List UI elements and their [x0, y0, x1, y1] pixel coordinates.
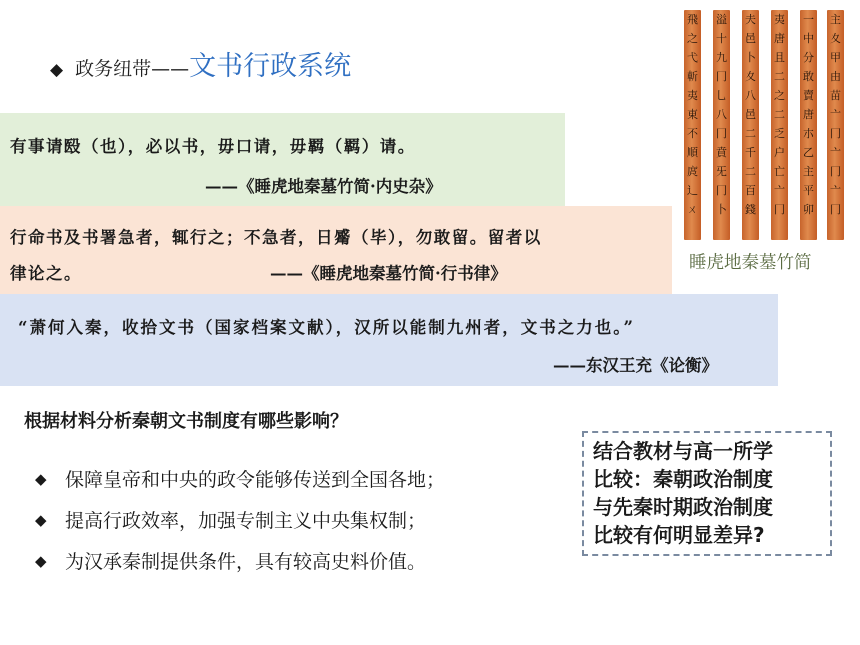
slip-character: 旡 — [716, 165, 727, 178]
quote-text: 有事请殹（也），必以书，毋口请，毋羁（羁）请。 — [10, 137, 416, 156]
diamond-icon: ◆ — [50, 60, 64, 80]
slip-character: 千 — [745, 146, 756, 159]
discussion-callout — [582, 431, 832, 556]
callout-line: 与先秦时期政治制度 — [593, 495, 773, 519]
bamboo-slip — [742, 10, 759, 240]
slip-character: 亠 — [830, 108, 841, 121]
slip-character: 飛 — [687, 13, 698, 26]
bamboo-slip — [827, 10, 844, 240]
slip-character: 甲 — [830, 51, 841, 64]
slip-character: 賁 — [716, 146, 727, 159]
bamboo-slip — [800, 10, 817, 240]
slip-character: 亡 — [774, 165, 785, 178]
slip-character: 冂 — [716, 184, 727, 197]
quote-text: “萧何入秦，收拾文书（国家档案文献），汉所以能制九州者，文书之力也。” — [18, 318, 635, 337]
slip-character: 夷 — [687, 89, 698, 102]
slip-character: 九 — [716, 51, 727, 64]
quote-box-lunheng — [0, 294, 778, 386]
slip-character: 斬 — [687, 70, 698, 83]
quote-source: ——《睡虎地秦墓竹简·内史杂》 — [205, 177, 442, 196]
slip-character: 分 — [803, 51, 814, 64]
slip-character: 亠 — [830, 184, 841, 197]
slip-character: 冂 — [716, 70, 727, 83]
slip-character: 冂 — [830, 165, 841, 178]
slip-character: 不 — [687, 127, 698, 140]
slip-character: 亠 — [774, 184, 785, 197]
quote-text-line2: 律论之。 — [10, 264, 82, 283]
callout-line: 结合教材与高一所学 — [593, 439, 773, 463]
slip-character: 冂 — [830, 127, 841, 140]
slip-character: 辶 — [687, 184, 698, 197]
slip-character: 户 — [774, 146, 785, 159]
slip-character: 冂 — [774, 203, 785, 216]
answer-text: 保障皇帝和中央的政令能够传送到全国各地； — [65, 469, 446, 491]
slip-character: 主 — [803, 165, 814, 178]
slip-character: 一 — [803, 13, 814, 26]
answer-text: 提高行政效率，加强专制主义中央集权制； — [65, 510, 427, 532]
slip-character: 夫 — [745, 13, 756, 26]
slide-title — [50, 44, 351, 83]
slip-character: 由 — [830, 70, 841, 83]
slip-character: 卜 — [745, 51, 756, 64]
diamond-icon: ◆ — [35, 551, 47, 570]
quote-source: ——《睡虎地秦墓竹简·行书律》 — [270, 264, 507, 283]
title-prefix: 政务纽带—— — [75, 58, 190, 80]
list-item — [35, 499, 445, 540]
slip-character: 夊 — [830, 32, 841, 45]
bamboo-slip — [771, 10, 788, 240]
bamboo-slips-image — [684, 10, 844, 240]
slip-character: 朩 — [803, 127, 814, 140]
slip-character: 亠 — [830, 146, 841, 159]
answer-text: 为汉承秦制提供条件，具有较高史料价值。 — [65, 551, 427, 573]
slip-character: 東 — [687, 108, 698, 121]
slip-character: 八 — [716, 108, 727, 121]
slip-character: 乙 — [803, 146, 814, 159]
slip-character: 百 — [745, 184, 756, 197]
slip-character: 卯 — [803, 203, 814, 216]
slip-character: 夷 — [774, 13, 785, 26]
slip-character: 唐 — [803, 108, 814, 121]
slip-character: 之 — [687, 32, 698, 45]
slip-character: 乏 — [774, 127, 785, 140]
slip-character: 二 — [745, 165, 756, 178]
slip-character: 敢 — [803, 70, 814, 83]
slip-character: 順 — [687, 146, 698, 159]
slip-character: 八 — [745, 89, 756, 102]
slip-character: 冂 — [716, 127, 727, 140]
answer-list — [35, 458, 445, 581]
slip-character: 且 — [774, 51, 785, 64]
diamond-icon: ◆ — [35, 510, 47, 529]
slip-character: 主 — [830, 13, 841, 26]
callout-line: 比较有何明显差异? — [593, 523, 765, 547]
slip-character: 唐 — [774, 32, 785, 45]
quote-source: ——东汉王充《论衡》 — [553, 356, 718, 375]
slip-character: 庹 — [687, 165, 698, 178]
slip-character: 十 — [716, 32, 727, 45]
slip-character: 錢 — [745, 203, 756, 216]
diamond-icon: ◆ — [35, 469, 47, 488]
slip-character: 二 — [745, 127, 756, 140]
slip-character: 賣 — [803, 89, 814, 102]
bamboo-slip — [713, 10, 730, 240]
callout-line: 比较：秦朝政治制度 — [593, 467, 773, 491]
slip-character: 卜 — [716, 203, 727, 216]
question-heading: 根据材料分析秦朝文书制度有哪些影响？ — [24, 411, 348, 432]
quote-box-xingshu — [0, 206, 672, 294]
slip-character: 弋 — [687, 51, 698, 64]
quote-box-neishi — [0, 113, 565, 206]
slip-character: 二 — [774, 70, 785, 83]
slip-character: 邑 — [745, 108, 756, 121]
slip-character: 冂 — [830, 203, 841, 216]
slip-character: 溢 — [716, 13, 727, 26]
slip-character: 邑 — [745, 32, 756, 45]
slip-character: ㄨ — [687, 203, 698, 216]
list-item — [35, 458, 445, 499]
quote-text-line1: 行命书及书署急者，辄行之；不急者，日觱（毕），勿敢留。留者以 — [10, 228, 542, 247]
slip-character: 之 — [774, 89, 785, 102]
slip-character: 乚 — [716, 89, 727, 102]
slip-character: 平 — [803, 184, 814, 197]
slip-character: 夊 — [745, 70, 756, 83]
list-item — [35, 540, 445, 581]
slip-character: 苗 — [830, 89, 841, 102]
bamboo-slip — [684, 10, 701, 240]
slip-character: 二 — [774, 108, 785, 121]
image-caption: 睡虎地秦墓竹简 — [689, 253, 812, 273]
slip-character: 中 — [803, 32, 814, 45]
title-main: 文书行政系统 — [189, 51, 352, 82]
